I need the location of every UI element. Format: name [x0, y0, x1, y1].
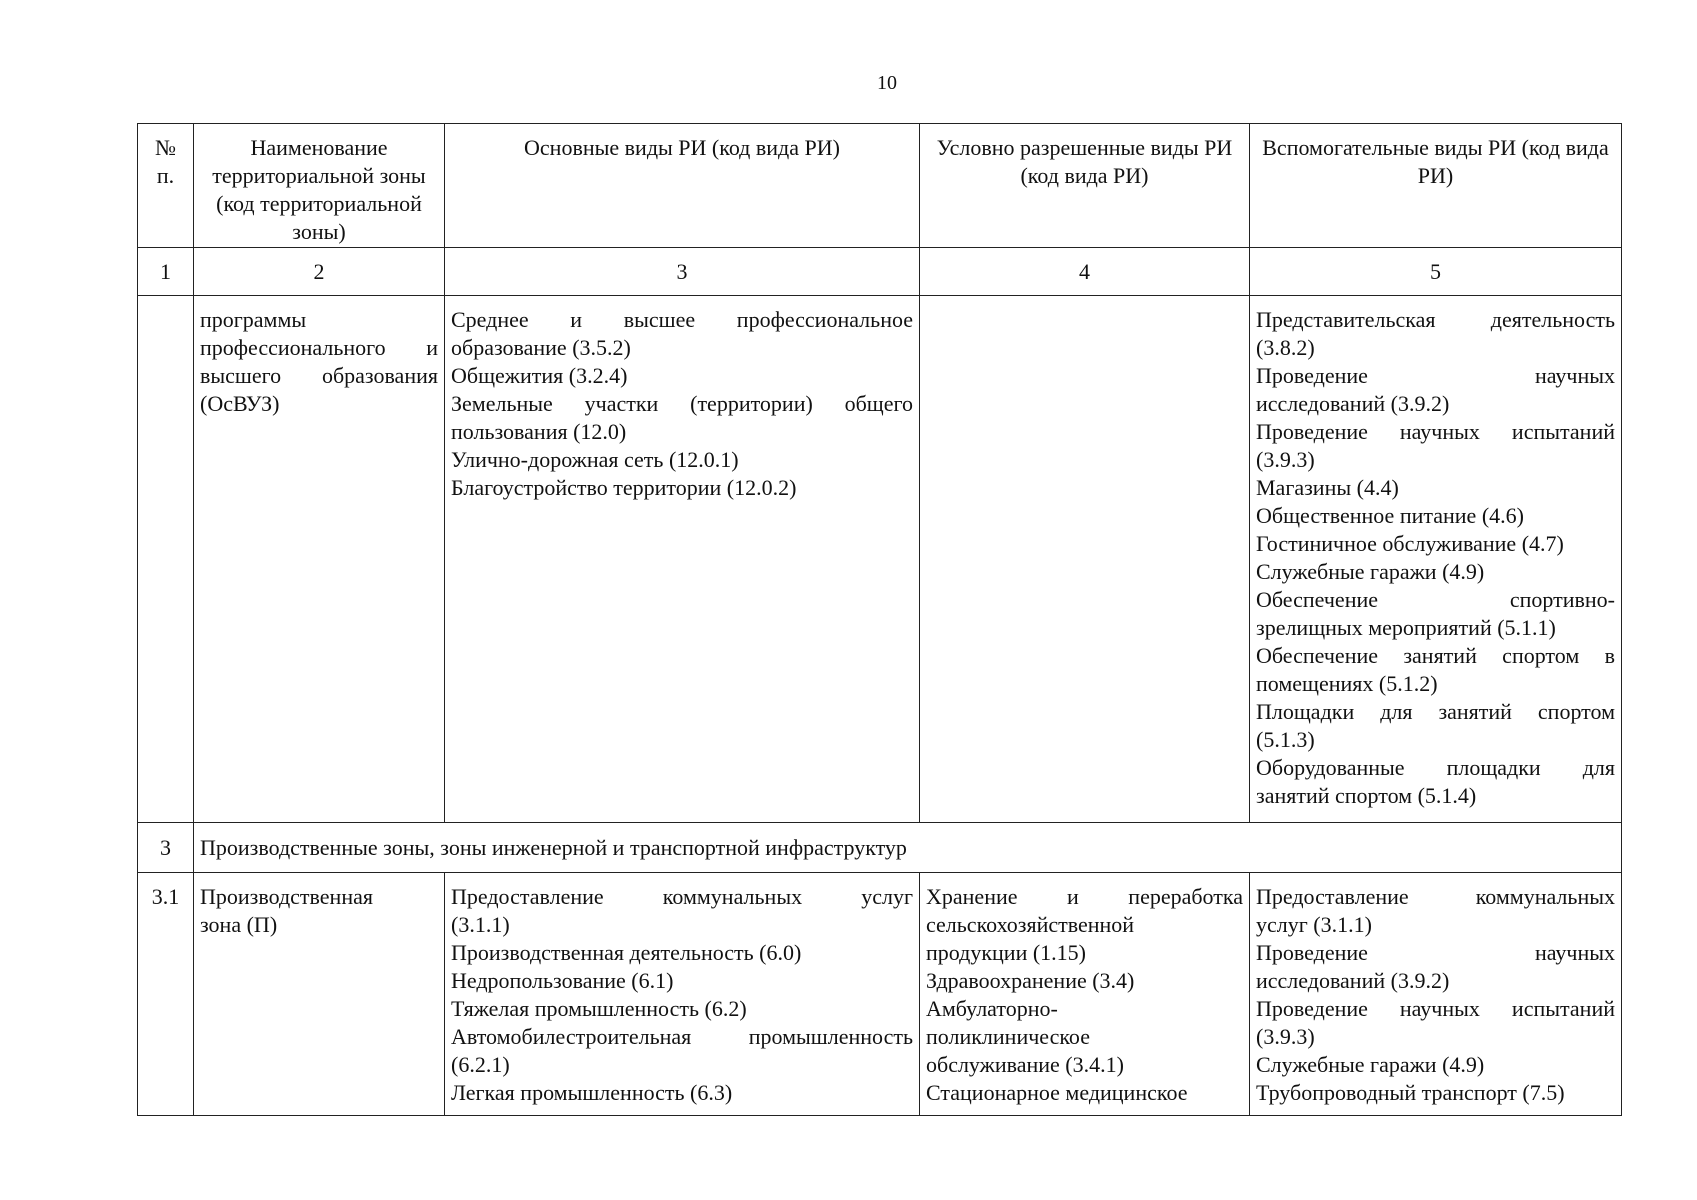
list-item-line: Предоставление коммунальных услуг	[451, 884, 913, 909]
list-item	[451, 1079, 913, 1107]
list-item-line: зрелищных мероприятий (5.1.1)	[1256, 615, 1556, 640]
list-item-line: поликлиническое	[926, 1024, 1090, 1049]
list-item-line: (5.1.3)	[1256, 727, 1315, 752]
row-number	[138, 296, 194, 823]
header-zone-name: Наименование территориальной зоны (код территориальной зоны)	[194, 124, 445, 248]
column-number: 3	[445, 248, 920, 296]
list-item-line: Магазины (4.4)	[1256, 475, 1399, 500]
list-item	[926, 883, 1243, 967]
list-item	[1256, 530, 1615, 558]
list-item-line: Площадки для занятий спортом	[1256, 699, 1615, 724]
list-item-line: Тяжелая промышленность (6.2)	[451, 996, 747, 1021]
list-item-line: обслуживание (3.4.1)	[926, 1052, 1124, 1077]
list-item	[1256, 586, 1615, 642]
list-item-line: Служебные гаражи (4.9)	[1256, 559, 1485, 584]
list-item-line: исследований (3.9.2)	[1256, 968, 1450, 993]
list-item-line: Представительская деятельность	[1256, 307, 1615, 332]
zone-name-line: профессионального и	[200, 335, 438, 360]
list-item-line: (3.9.3)	[1256, 1024, 1315, 1049]
list-item	[926, 967, 1243, 995]
list-item	[451, 474, 913, 502]
zone-name-line: Производственная	[200, 884, 373, 909]
list-item-line: образование (3.5.2)	[451, 335, 631, 360]
conditional-types-cell	[920, 873, 1250, 1116]
list-item	[451, 883, 913, 939]
section-number: 3	[138, 823, 194, 873]
list-item-line: помещениях (5.1.2)	[1256, 671, 1438, 696]
list-item-line: Хранение и переработка	[926, 884, 1243, 909]
list-item-line: Улично-дорожная сеть (12.0.1)	[451, 447, 739, 472]
list-item-line: Амбулаторно-	[926, 996, 1058, 1021]
list-item-line: Производственная деятельность (6.0)	[451, 940, 802, 965]
list-item	[451, 995, 913, 1023]
list-item	[1256, 502, 1615, 530]
column-number: 5	[1250, 248, 1622, 296]
zone-name-line: высшего образования	[200, 363, 438, 388]
list-item	[451, 967, 913, 995]
list-item-line: Автомобилестроительная промышленность	[451, 1024, 913, 1049]
header-number: № п.	[138, 124, 194, 248]
column-number: 4	[920, 248, 1250, 296]
list-item	[451, 390, 913, 446]
auxiliary-types-cell	[1250, 296, 1622, 823]
list-item-line: Обеспечение занятий спортом в	[1256, 643, 1615, 668]
conditional-types-cell	[920, 296, 1250, 823]
list-item-line: (6.2.1)	[451, 1052, 510, 1077]
list-item	[1256, 362, 1615, 418]
list-item	[926, 995, 1243, 1079]
list-item-line: (3.1.1)	[451, 912, 510, 937]
section-title: Производственные зоны, зоны инженерной и транспортной инфраструктур	[194, 823, 1622, 873]
list-item-line: исследований (3.9.2)	[1256, 391, 1450, 416]
row-number: 3.1	[138, 873, 194, 1116]
list-item-line: Здравоохранение (3.4)	[926, 968, 1135, 993]
list-item-line: Легкая промышленность (6.3)	[451, 1080, 733, 1105]
list-item	[451, 306, 913, 362]
list-item	[1256, 1079, 1615, 1107]
column-number: 1	[138, 248, 194, 296]
header-auxiliary-types: Вспомогательные виды РИ (код вида РИ)	[1250, 124, 1622, 248]
list-item	[1256, 558, 1615, 586]
list-item-line: Стационарное медицинское	[926, 1080, 1188, 1105]
list-item-line: (3.8.2)	[1256, 335, 1315, 360]
list-item	[1256, 995, 1615, 1051]
list-item-line: Проведение научных испытаний	[1256, 996, 1615, 1021]
zone-name-line: зона (П)	[200, 912, 278, 937]
column-number: 2	[194, 248, 445, 296]
header-main-types: Основные виды РИ (код вида РИ)	[445, 124, 920, 248]
list-item	[1256, 474, 1615, 502]
section-row	[138, 823, 1622, 873]
list-item-line: услуг (3.1.1)	[1256, 912, 1372, 937]
list-item-line: Недропользование (6.1)	[451, 968, 674, 993]
table-row	[138, 873, 1622, 1116]
list-item	[1256, 642, 1615, 698]
list-item-line: Общежития (3.2.4)	[451, 363, 628, 388]
main-types-cell	[445, 296, 920, 823]
list-item-line: Проведение научных испытаний	[1256, 419, 1615, 444]
list-item-line: Трубопроводный транспорт (7.5)	[1256, 1080, 1565, 1105]
page-number: 10	[877, 72, 897, 94]
main-types-cell	[445, 873, 920, 1116]
list-item-line: Служебные гаражи (4.9)	[1256, 1052, 1485, 1077]
list-item	[1256, 754, 1615, 810]
list-item	[1256, 306, 1615, 362]
table-header-row	[138, 124, 1622, 248]
list-item	[451, 939, 913, 967]
list-item-line: продукции (1.15)	[926, 940, 1086, 965]
list-item-line: Обеспечение спортивно-	[1256, 587, 1615, 612]
list-item-line: Земельные участки (территории) общего	[451, 391, 913, 416]
list-item	[451, 362, 913, 390]
zone-name-cell	[194, 873, 445, 1116]
list-item-line: Среднее и высшее профессиональное	[451, 307, 913, 332]
list-item	[451, 446, 913, 474]
list-item	[1256, 418, 1615, 474]
zone-name-line: программы	[200, 307, 307, 332]
list-item-line: сельскохозяйственной	[926, 912, 1135, 937]
column-number-row	[138, 248, 1622, 296]
list-item-line: пользования (12.0)	[451, 419, 627, 444]
list-item-line: Проведение научных	[1256, 363, 1615, 388]
list-item-line: Предоставление коммунальных	[1256, 884, 1615, 909]
list-item-line: занятий спортом (5.1.4)	[1256, 783, 1477, 808]
list-item-line: Общественное питание (4.6)	[1256, 503, 1524, 528]
list-item	[1256, 1051, 1615, 1079]
zone-name-cell	[194, 296, 445, 823]
list-item-line: Гостиничное обслуживание (4.7)	[1256, 531, 1564, 556]
list-item	[451, 1023, 913, 1079]
list-item	[1256, 883, 1615, 939]
zone-name-line: (ОсВУЗ)	[200, 391, 280, 416]
list-item-line: Оборудованные площадки для	[1256, 755, 1615, 780]
list-item-line: Проведение научных	[1256, 940, 1615, 965]
list-item	[926, 1079, 1243, 1107]
list-item-line: Благоустройство территории (12.0.2)	[451, 475, 797, 500]
list-item	[1256, 698, 1615, 754]
header-conditional-types: Условно разрешенные виды РИ (код вида РИ)	[920, 124, 1250, 248]
table-row	[138, 296, 1622, 823]
list-item	[1256, 939, 1615, 995]
zones-table	[137, 123, 1622, 1116]
list-item-line: (3.9.3)	[1256, 447, 1315, 472]
auxiliary-types-cell	[1250, 873, 1622, 1116]
